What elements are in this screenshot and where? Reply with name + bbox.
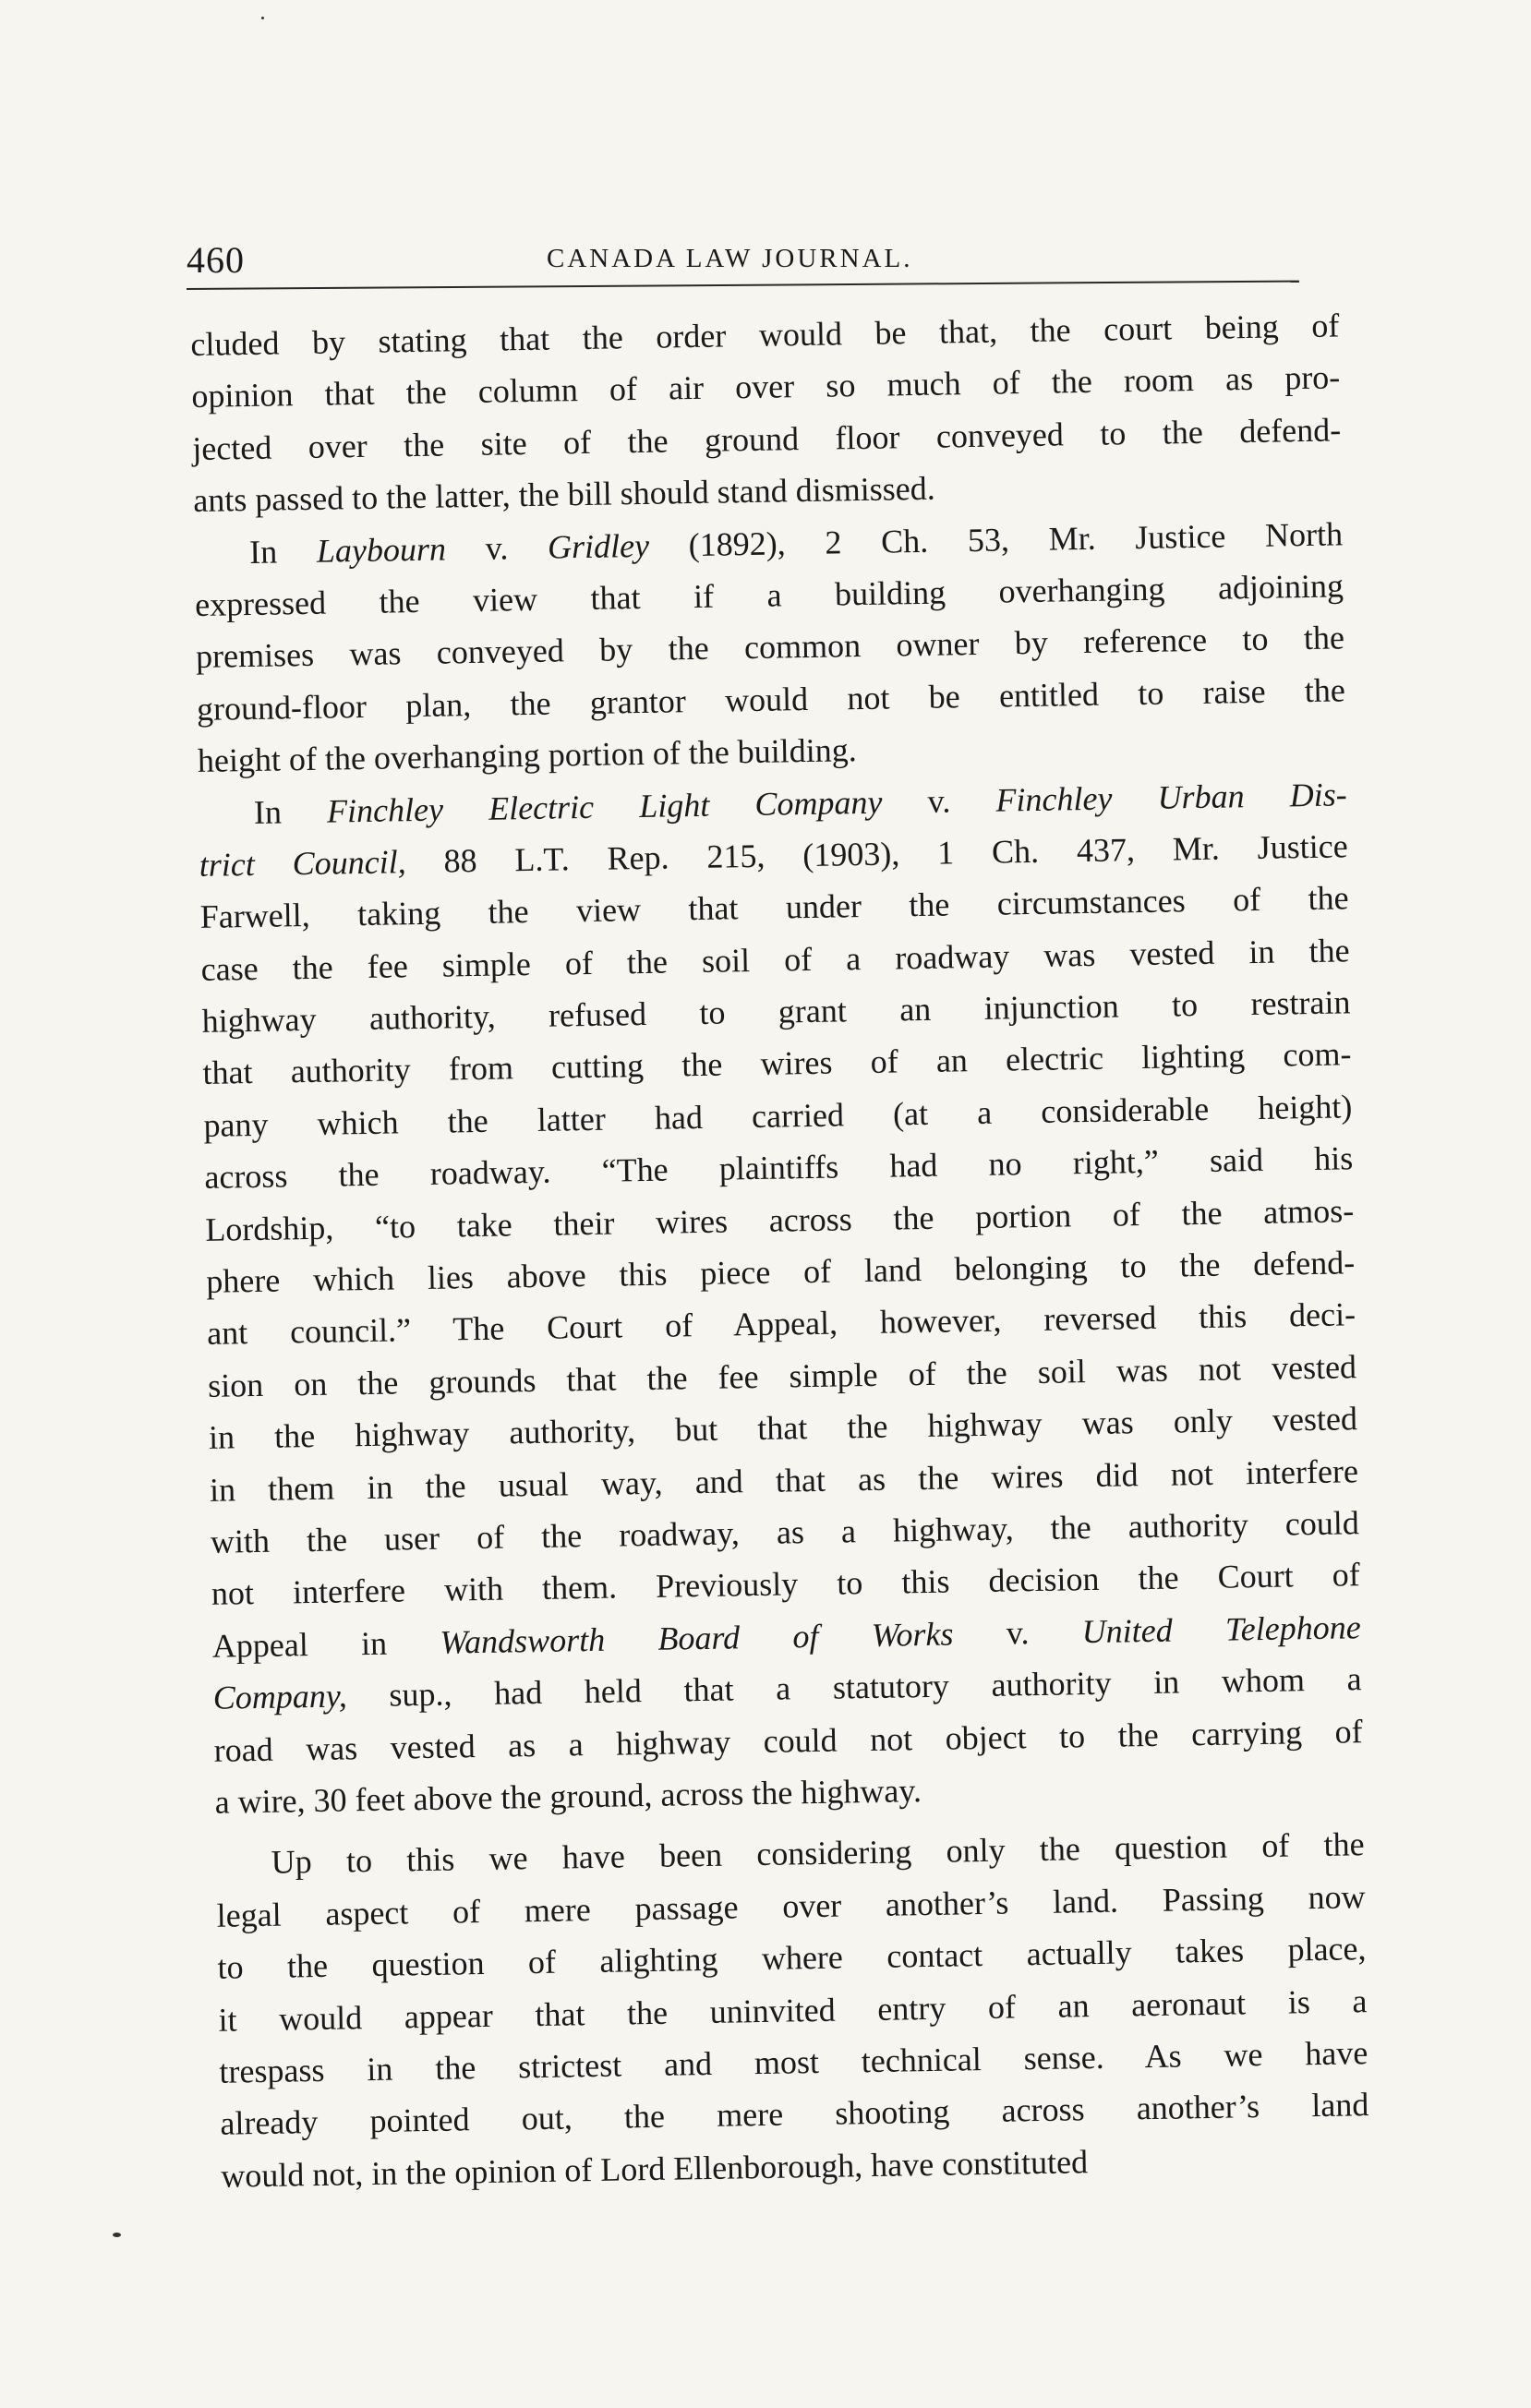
text-line: road was vested as a highway could not object to the carrying of (213, 1712, 1363, 1769)
page-number: 460 (187, 239, 245, 281)
text-run: v. (445, 528, 549, 568)
text-line: jected over the site of the ground floor conveyed to the defend- (192, 411, 1342, 467)
case-name: Company, (212, 1677, 348, 1716)
scan-speck (261, 17, 264, 19)
text-line: Farwell, taking the view that under the circumstances of the (199, 879, 1349, 936)
page-header (187, 231, 1295, 286)
paragraph (194, 508, 1347, 788)
text-line: a wire, 30 feet above the ground, across the highway. (214, 1772, 922, 1821)
text-line: sion on the grounds that the fee simple of the soil was not vested (207, 1348, 1357, 1404)
text-line: already pointed out, the mere shooting across another’s land (220, 2086, 1369, 2143)
text-line: Lordship, “to take their wires across the portion of the atmos- (205, 1191, 1355, 1248)
text-line: to the question of alighting where contact actually takes place, (217, 1930, 1367, 1986)
text-run: In (248, 532, 318, 571)
text-run: v. (953, 1612, 1083, 1653)
case-name: Wandsworth Board of Works (440, 1615, 954, 1661)
text-line: highway authority, refused to grant an injunction to restrain (201, 983, 1351, 1040)
text-line: trespass in the strictest and most technical sense. As we have (219, 2034, 1368, 2090)
text-run: (1892), 2 Ch. 53, Mr. Justice North (648, 514, 1344, 564)
text-line: ants passed to the latter, the bill should stand dismissed. (192, 469, 935, 520)
article-body (190, 299, 1370, 2201)
text-line: phere which lies above this piece of land belonging to the defend- (205, 1244, 1356, 1300)
running-head: CANADA LAW JOURNAL. (547, 244, 913, 273)
case-name: Laybourn (316, 530, 447, 570)
text-line: pany which the latter had carried (at a considerable height) (203, 1088, 1353, 1144)
text-run: 88 L.T. Rep. 215, (1903), 1 Ch. 437, Mr. Justice (405, 827, 1348, 881)
text-line: that authority from cutting the wires of an electric lighting com- (202, 1035, 1352, 1092)
text-run: Appeal in (211, 1623, 440, 1665)
text-run: In (253, 792, 328, 831)
scan-speck (113, 2233, 121, 2237)
text-line: would not, in the opinion of Lord Ellenborough, have constituted (221, 2142, 1089, 2195)
text-line: cluded by stating that the order would be that, the court being of (190, 307, 1340, 363)
case-name: Finchley Electric Light Company (326, 783, 883, 830)
text-line: ground-floor plan, the grantor would not be entitled to raise the (196, 671, 1346, 728)
text-line: across the roadway. “The plaintiffs had no right,” said his (204, 1139, 1354, 1197)
text-line: ant council.” The Court of Appeal, however, reversed this deci- (206, 1295, 1356, 1353)
case-name: Finchley Urban Dis- (995, 775, 1348, 819)
text-line: height of the overhanging portion of the building. (197, 731, 858, 780)
text-line: opinion that the column of air over so much of the room as pro- (191, 358, 1341, 415)
text-line: Up to this we have been considering only the question of the (271, 1825, 1365, 1882)
paragraph (215, 1809, 1370, 2201)
paragraph (190, 299, 1343, 526)
paragraph (198, 768, 1364, 1828)
text-line: expressed the view that if a building overhanging adjoining (194, 567, 1344, 623)
text-line: in the highway authority, but that the highway was only vested (208, 1400, 1358, 1457)
case-name: trict Council, (199, 843, 406, 884)
text-line: premises was conveyed by the common owner by reference to the (195, 619, 1345, 676)
case-name: United Telephone (1081, 1607, 1361, 1650)
text-line: case the fee simple of the soil of a roadway was vested in the (200, 931, 1350, 988)
text-line: not interfere with them. Previously to this decision the Court of (211, 1556, 1361, 1613)
text-run: v. (882, 781, 996, 821)
text-run: sup., had held that a statutory authority in whom a (346, 1660, 1362, 1715)
text-line: it would appear that the uninvited entry of an aeronaut is a (218, 1981, 1368, 2039)
case-name: Gridley (547, 526, 650, 566)
text-line: in them in the usual way, and that as the wires did not interfere (209, 1451, 1359, 1509)
text-line: with the user of the roadway, as a highway, the authority could (210, 1504, 1360, 1560)
text-line: legal aspect of mere passage over another’s land. Passing now (216, 1877, 1366, 1934)
